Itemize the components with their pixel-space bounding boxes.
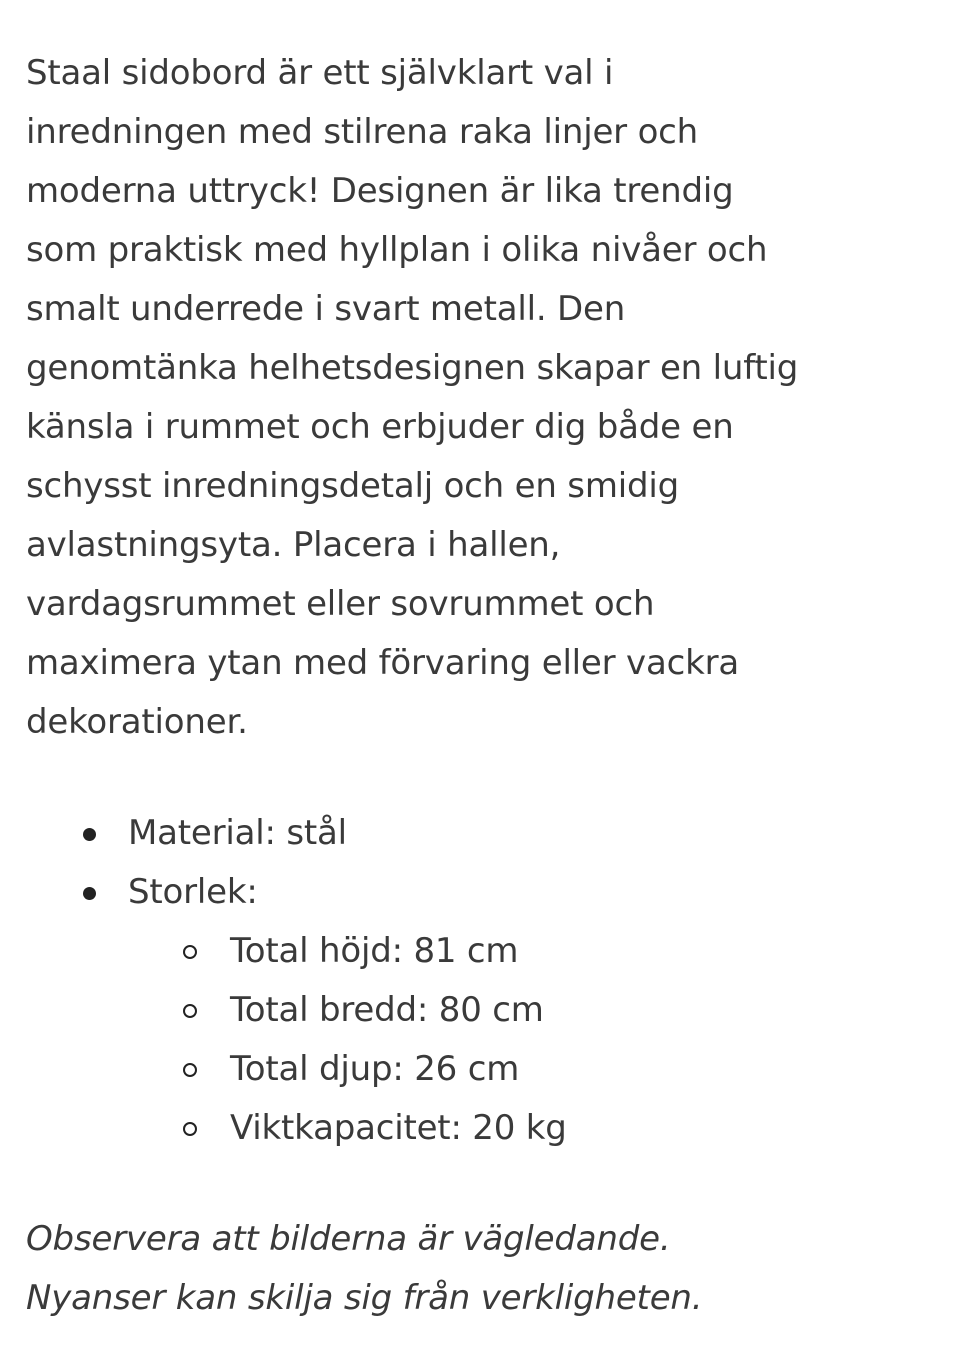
bullet-disc-icon: [83, 887, 96, 900]
size-weight-capacity-text: Viktkapacitet: 20 kg: [230, 1108, 567, 1148]
size-width-text: Total bredd: 80 cm: [230, 990, 544, 1030]
size-item-height: [26, 922, 936, 981]
size-item-depth: [26, 1040, 936, 1099]
size-item-width: [26, 981, 936, 1040]
bullet-circle-icon: [183, 945, 197, 959]
spec-item-size: [26, 863, 936, 1158]
spec-size-label: Storlek:: [128, 872, 258, 912]
spec-list: [26, 804, 936, 1158]
spec-material-text: Material: stål: [128, 813, 347, 853]
bullet-circle-icon: [183, 1122, 197, 1136]
size-height-text: Total höjd: 81 cm: [230, 931, 519, 971]
spec-item-material: [26, 804, 936, 863]
bullet-circle-icon: [183, 1063, 197, 1077]
bullet-circle-icon: [183, 1004, 197, 1018]
product-description-section: [26, 44, 936, 1328]
size-depth-text: Total djup: 26 cm: [230, 1049, 520, 1089]
bullet-disc-icon: [83, 828, 96, 841]
size-item-weight-capacity: [26, 1099, 936, 1158]
product-description: Staal sidobord är ett självklart val i inredningen med stilrena raka linjer och moderna uttryck! Designen är lika trendig som praktisk med hyllplan i olika nivåer och smalt underrede i svart metall. Den genomtänka helhetsdesignen skapar en luftig känsla i rummet och erbjuder dig både en schysst inredningsdetalj och en smidig avlastningsyta. Placera i hallen, vardagsrummet eller sovrummet och maximera ytan med förvaring eller vackra dekorationer.: [26, 53, 799, 742]
size-sub-list: [26, 922, 936, 1158]
image-disclaimer: Observera att bilderna är vägledande. Nyanser kan skilja sig från verkligheten.: [26, 1219, 703, 1318]
